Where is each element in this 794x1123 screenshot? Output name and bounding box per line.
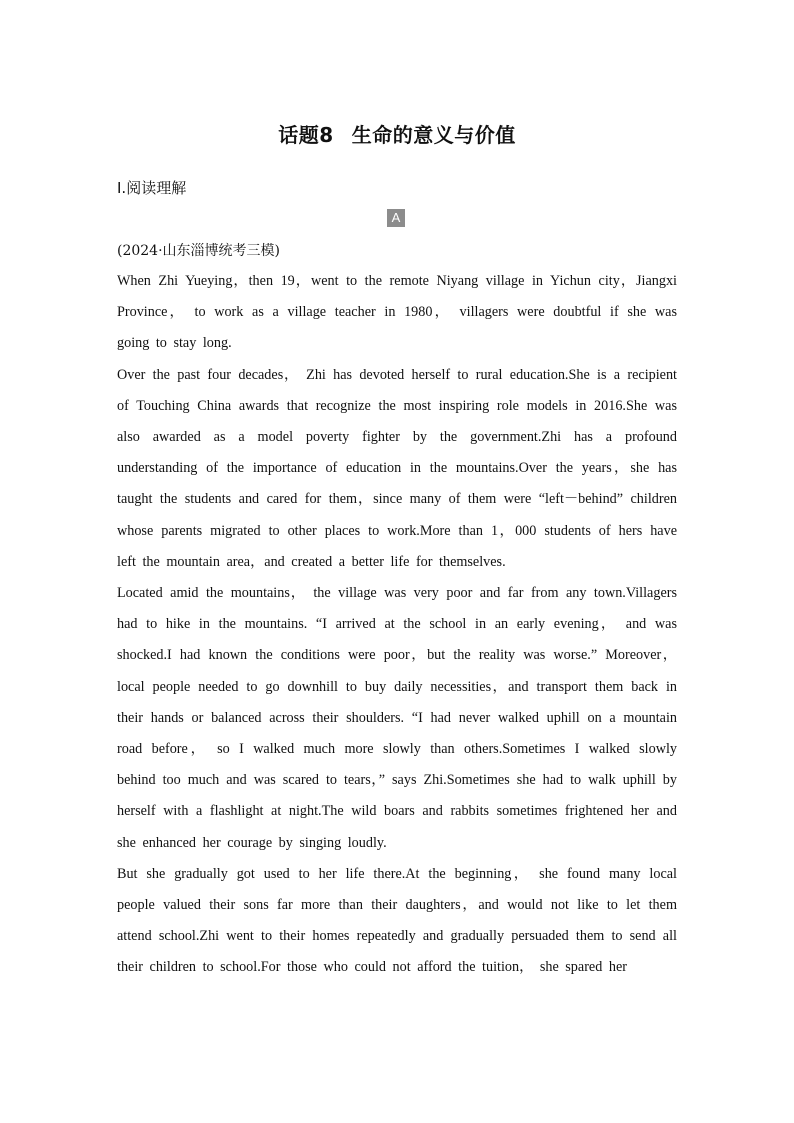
- paragraph: But she gradually got used to her life there.At the beginning， she found many local people valued their sons far more than their daughters，and would not like to let them attend school.Zhi went to their homes repeatedly and gradually persuaded them to send all their children to school.For those who could not afford the tuition， she spared her: [117, 865, 677, 976]
- passage-label: A: [387, 209, 405, 227]
- page-title: [0, 119, 794, 148]
- paragraph: Over the past four decades， Zhi has devoted herself to rural education.She is a recipient of Touching China awards that recognize the most inspiring role models in 2016.She was also awarded as a model poverty fighter by the government.Zhi has a profound understanding of the importance of education in the mountains.Over the years，she has taught the students and cared for them，since many of them were “left－behind” children whose parents migrated to other places to work.More than 1，000 students of hers have left the mountain area，and created a better life for themselves.: [117, 366, 677, 570]
- topic-title: 生命的意义与价值: [351, 123, 516, 147]
- paragraph: Located amid the mountains， the village was very poor and far from any town.Villagers had to hike in the mountains. “I arrived at the school in an early evening， and was shocked.I had known the conditions were poor，but the reality was worse.” Moreover，local people needed to go downhill to buy daily necessities，and transport them back in their hands or balanced across their shoulders. “I had never walked uphill on a mountain road before， so I walked much more slowly than others.Sometimes I walked slowly behind too much and was scared to tears，” says Zhi.Sometimes she had to walk uphill by herself with a flashlight at night.The wild boars and rabbits sometimes frightened her and she enhanced her courage by singing loudly.: [117, 585, 677, 851]
- source-note: (2024·山东淄博统考三模): [117, 243, 281, 259]
- section-heading: Ⅰ.阅读理解: [117, 179, 187, 197]
- topic-number: 话题8: [278, 123, 334, 147]
- passage-body: [117, 266, 677, 984]
- paragraph: When Zhi Yueying，then 19，went to the remote Niyang village in Yichun city，Jiangxi Province， to work as a village teacher in 1980， villagers were doubtful if she was going to stay long.: [117, 273, 677, 352]
